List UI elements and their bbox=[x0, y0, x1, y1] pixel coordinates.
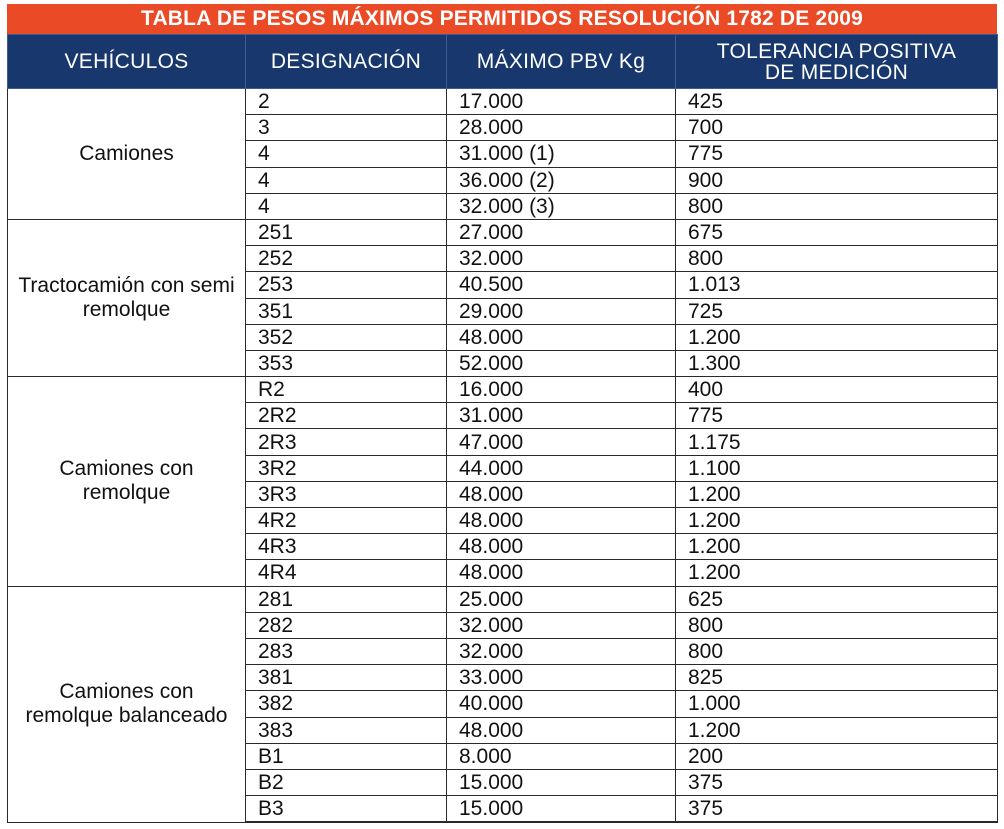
designation-cell: 351 bbox=[246, 298, 447, 324]
max-weight-cell: 48.000 bbox=[447, 717, 676, 743]
vehicle-group-cell: Camiones con remolque balanceado bbox=[8, 586, 246, 822]
max-weight-cell: 48.000 bbox=[447, 560, 676, 586]
max-weight-cell: 25.000 bbox=[447, 586, 676, 612]
tolerance-cell: 375 bbox=[676, 769, 998, 795]
tolerance-cell: 1.200 bbox=[676, 534, 998, 560]
designation-cell: 4R4 bbox=[246, 560, 447, 586]
max-weight-cell: 8.000 bbox=[447, 743, 676, 769]
table-body bbox=[8, 89, 998, 823]
max-weight-cell: 28.000 bbox=[447, 115, 676, 141]
designation-cell: 4 bbox=[246, 167, 447, 193]
tolerance-cell: 1.100 bbox=[676, 455, 998, 481]
tolerance-cell: 700 bbox=[676, 115, 998, 141]
designation-cell: 4 bbox=[246, 141, 447, 167]
header-tolerancia-line2: DE MEDICIÓN bbox=[764, 60, 909, 84]
max-weight-cell: 27.000 bbox=[447, 219, 676, 245]
designation-cell: R2 bbox=[246, 377, 447, 403]
tolerance-cell: 1.200 bbox=[676, 717, 998, 743]
designation-cell: 2 bbox=[246, 89, 447, 115]
vehicle-group-cell: Tractocamión con semi remolque bbox=[8, 219, 246, 376]
max-weight-cell: 48.000 bbox=[447, 534, 676, 560]
max-weight-cell: 40.500 bbox=[447, 272, 676, 298]
tolerance-cell: 200 bbox=[676, 743, 998, 769]
tolerance-cell: 1.000 bbox=[676, 691, 998, 717]
tolerance-cell: 1.200 bbox=[676, 560, 998, 586]
tolerance-cell: 800 bbox=[676, 193, 998, 219]
tolerance-cell: 400 bbox=[676, 377, 998, 403]
designation-cell: 281 bbox=[246, 586, 447, 612]
max-weight-cell: 32.000 bbox=[447, 246, 676, 272]
max-weight-cell: 31.000 bbox=[447, 403, 676, 429]
designation-cell: 4R2 bbox=[246, 508, 447, 534]
designation-cell: 353 bbox=[246, 350, 447, 376]
table-title: TABLA DE PESOS MÁXIMOS PERMITIDOS RESOLUCIÓN 1782 DE 2009 bbox=[7, 4, 997, 34]
header-vehiculos: VEHÍCULOS bbox=[8, 35, 246, 89]
designation-cell: 383 bbox=[246, 717, 447, 743]
max-weight-cell: 40.000 bbox=[447, 691, 676, 717]
designation-cell: 4R3 bbox=[246, 534, 447, 560]
tolerance-cell: 1.200 bbox=[676, 324, 998, 350]
tolerance-cell: 775 bbox=[676, 403, 998, 429]
max-weight-cell: 47.000 bbox=[447, 429, 676, 455]
designation-cell: 252 bbox=[246, 246, 447, 272]
table-row bbox=[8, 219, 998, 245]
designation-cell: 253 bbox=[246, 272, 447, 298]
tolerance-cell: 900 bbox=[676, 167, 998, 193]
header-tolerancia bbox=[676, 35, 998, 89]
tolerance-cell: 800 bbox=[676, 638, 998, 664]
tolerance-cell: 725 bbox=[676, 298, 998, 324]
designation-cell: 251 bbox=[246, 219, 447, 245]
designation-cell: B3 bbox=[246, 796, 447, 823]
max-weight-cell: 32.000 bbox=[447, 638, 676, 664]
designation-cell: 283 bbox=[246, 638, 447, 664]
max-weight-cell: 15.000 bbox=[447, 769, 676, 795]
tolerance-cell: 1.200 bbox=[676, 508, 998, 534]
max-weight-cell: 16.000 bbox=[447, 377, 676, 403]
designation-cell: 382 bbox=[246, 691, 447, 717]
header-tolerancia-line1: TOLERANCIA POSITIVA bbox=[716, 39, 957, 63]
vehicle-group-cell: Camiones bbox=[8, 89, 246, 220]
table-row bbox=[8, 89, 998, 115]
max-weight-cell: 33.000 bbox=[447, 665, 676, 691]
header-row bbox=[8, 35, 998, 89]
tolerance-cell: 1.300 bbox=[676, 350, 998, 376]
tolerance-cell: 1.200 bbox=[676, 481, 998, 507]
designation-cell: 352 bbox=[246, 324, 447, 350]
max-weight-cell: 32.000 (3) bbox=[447, 193, 676, 219]
tolerance-cell: 625 bbox=[676, 586, 998, 612]
table-row bbox=[8, 586, 998, 612]
tolerance-cell: 1.175 bbox=[676, 429, 998, 455]
tolerance-cell: 800 bbox=[676, 612, 998, 638]
weights-table-document bbox=[7, 4, 997, 823]
tolerance-cell: 375 bbox=[676, 796, 998, 823]
tolerance-cell: 775 bbox=[676, 141, 998, 167]
designation-cell: B2 bbox=[246, 769, 447, 795]
tolerance-cell: 425 bbox=[676, 89, 998, 115]
designation-cell: 282 bbox=[246, 612, 447, 638]
max-weight-cell: 15.000 bbox=[447, 796, 676, 823]
designation-cell: 3R3 bbox=[246, 481, 447, 507]
max-weight-cell: 48.000 bbox=[447, 481, 676, 507]
weights-table bbox=[7, 34, 998, 823]
designation-cell: B1 bbox=[246, 743, 447, 769]
designation-cell: 2R3 bbox=[246, 429, 447, 455]
max-weight-cell: 48.000 bbox=[447, 508, 676, 534]
max-weight-cell: 32.000 bbox=[447, 612, 676, 638]
tolerance-cell: 800 bbox=[676, 246, 998, 272]
designation-cell: 381 bbox=[246, 665, 447, 691]
table-row bbox=[8, 377, 998, 403]
designation-cell: 3R2 bbox=[246, 455, 447, 481]
designation-cell: 2R2 bbox=[246, 403, 447, 429]
vehicle-group-cell: Camiones con remolque bbox=[8, 377, 246, 587]
max-weight-cell: 36.000 (2) bbox=[447, 167, 676, 193]
tolerance-cell: 675 bbox=[676, 219, 998, 245]
max-weight-cell: 29.000 bbox=[447, 298, 676, 324]
max-weight-cell: 48.000 bbox=[447, 324, 676, 350]
tolerance-cell: 825 bbox=[676, 665, 998, 691]
header-designacion: DESIGNACIÓN bbox=[246, 35, 447, 89]
tolerance-cell: 1.013 bbox=[676, 272, 998, 298]
designation-cell: 3 bbox=[246, 115, 447, 141]
designation-cell: 4 bbox=[246, 193, 447, 219]
max-weight-cell: 31.000 (1) bbox=[447, 141, 676, 167]
max-weight-cell: 52.000 bbox=[447, 350, 676, 376]
max-weight-cell: 17.000 bbox=[447, 89, 676, 115]
header-maximo: MÁXIMO PBV Kg bbox=[447, 35, 676, 89]
max-weight-cell: 44.000 bbox=[447, 455, 676, 481]
